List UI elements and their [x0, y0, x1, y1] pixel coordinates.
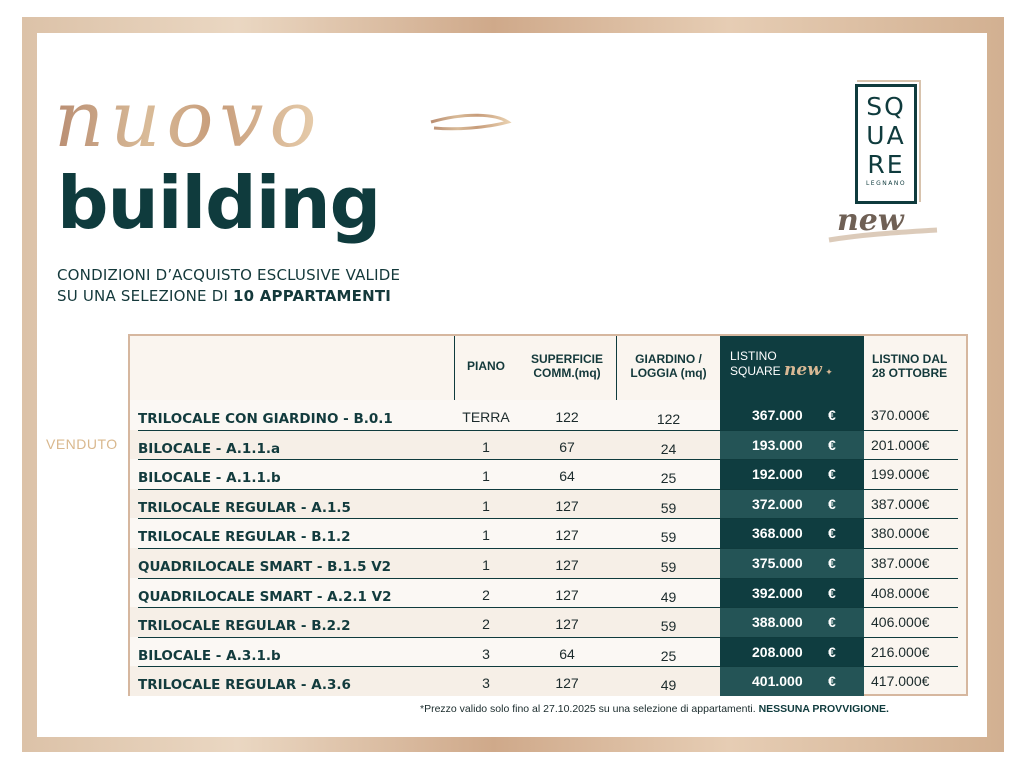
apartment-name: BILOCALE - A.3.1.b: [138, 648, 281, 664]
piano-value: 3: [482, 646, 490, 662]
square-price: 375.000: [752, 555, 803, 571]
superficie-value: 127: [555, 675, 579, 691]
giardino-value: 25: [660, 470, 677, 486]
listino-dal-value: 408.000€: [871, 585, 930, 601]
square-price: 368.000: [752, 525, 803, 541]
piano-value: TERRA: [462, 409, 510, 425]
listino-square-value: [720, 607, 864, 637]
listino-square-value: [720, 578, 864, 608]
apartment-name: BILOCALE - A.1.1.a: [138, 441, 281, 457]
listino-dal-value: 201.000€: [871, 437, 930, 453]
logo-line-1: SQ: [866, 92, 906, 121]
apartment-name: TRILOCALE REGULAR - B.1.2: [138, 529, 351, 545]
giardino-value: 122: [656, 411, 681, 427]
euro-sign: €: [828, 496, 836, 512]
piano-value: 3: [482, 675, 490, 691]
piano-value: 1: [482, 527, 490, 543]
superficie-value: 67: [559, 439, 575, 455]
listino-square-value: [720, 489, 864, 519]
piano-value: 1: [482, 439, 490, 455]
piano-value: 1: [482, 557, 490, 573]
listino-dal-value: 387.000€: [871, 555, 930, 571]
subtitle-line-1: CONDIZIONI D’ACQUISTO ESCLUSIVE VALIDE: [57, 266, 401, 284]
square-price: 401.000: [752, 673, 803, 689]
nuovo-script-title: [46, 84, 516, 164]
euro-sign: €: [828, 585, 836, 601]
giardino-value: 24: [660, 441, 677, 457]
listino-square-value: [720, 518, 864, 548]
euro-sign: €: [828, 614, 836, 630]
square-price: 372.000: [752, 496, 803, 512]
euro-sign: €: [828, 644, 836, 660]
square-price: 193.000: [752, 437, 803, 453]
piano-value: 2: [482, 587, 490, 603]
square-price: 388.000: [752, 614, 803, 630]
apartment-name: BILOCALE - A.1.1.b: [138, 470, 281, 486]
superficie-value: 127: [555, 587, 579, 603]
giardino-value: 49: [660, 677, 677, 693]
euro-sign: €: [828, 525, 836, 541]
superficie-value: 64: [559, 646, 575, 662]
logo-sub: LEGNANO: [865, 180, 907, 187]
subtitle-line-2: SU UNA SELEZIONE DI 10 APPARTAMENTI: [57, 287, 392, 305]
superficie-value: 127: [555, 616, 579, 632]
piano-value: 2: [482, 616, 490, 632]
apartment-name: TRILOCALE REGULAR - A.1.5: [138, 500, 351, 516]
listino-square-value: [720, 400, 864, 430]
logo-new-script: [825, 200, 940, 248]
logo-line-2: UA: [866, 121, 906, 150]
listino-dal-value: 406.000€: [871, 614, 930, 630]
logo-line-3: RE: [867, 150, 905, 179]
giardino-value: 59: [660, 529, 677, 545]
giardino-value: 49: [660, 589, 677, 605]
piano-value: 1: [482, 498, 490, 514]
giardino-value: 59: [660, 618, 677, 634]
giardino-value: 25: [660, 648, 677, 664]
listino-dal-value: 199.000€: [871, 466, 930, 482]
square-price: 208.000: [752, 644, 803, 660]
superficie-value: 122: [555, 409, 579, 425]
listino-square-value: [720, 459, 864, 489]
page-title: building: [57, 161, 381, 245]
square-price: 192.000: [752, 466, 803, 482]
apartment-name: QUADRILOCALE SMART - A.2.1 V2: [138, 589, 392, 605]
footnote: *Prezzo valido solo fino al 27.10.2025 su una selezione di appartamenti. NESSUNA PROVVIGIONE.: [420, 703, 889, 715]
listino-square-value: [720, 548, 864, 578]
piano-value: 1: [482, 468, 490, 484]
svg-text:new: new: [837, 203, 904, 238]
apartment-name: TRILOCALE REGULAR - A.3.6: [138, 677, 351, 693]
header-listino-dal: LISTINO DAL 28 OTTOBRE: [872, 352, 948, 380]
listino-square-value: [720, 666, 864, 696]
listino-dal-value: 380.000€: [871, 525, 930, 541]
apartment-name: TRILOCALE REGULAR - B.2.2: [138, 618, 351, 634]
listino-dal-value: 370.000€: [871, 407, 930, 423]
listino-dal-value: 216.000€: [871, 644, 930, 660]
euro-sign: €: [828, 466, 836, 482]
apartment-name: QUADRILOCALE SMART - B.1.5 V2: [138, 559, 392, 575]
euro-sign: €: [828, 407, 836, 423]
header-giardino: GIARDINO / LOGGIA (mq): [630, 352, 707, 380]
giardino-value: 59: [660, 500, 677, 516]
euro-sign: €: [828, 437, 836, 453]
superficie-value: 127: [555, 527, 579, 543]
subtitle: [57, 265, 400, 307]
header-piano: PIANO: [466, 359, 505, 373]
header-listino-square: LISTINO SQUARE new ✦: [730, 349, 833, 380]
superficie-value: 127: [555, 557, 579, 573]
square-price: 392.000: [752, 585, 803, 601]
square-price: 367.000: [752, 407, 803, 423]
svg-text:nuovo: nuovo: [54, 84, 323, 164]
listino-dal-value: 387.000€: [871, 496, 930, 512]
superficie-value: 64: [559, 468, 575, 484]
euro-sign: €: [828, 555, 836, 571]
giardino-value: 59: [660, 559, 677, 575]
listino-dal-value: 417.000€: [871, 673, 930, 689]
listino-square-value: [720, 430, 864, 460]
listino-square-value: [720, 637, 864, 667]
sold-label: VENDUTO: [46, 436, 118, 452]
apartment-name: TRILOCALE CON GIARDINO - B.0.1: [138, 411, 393, 427]
square-logo: [855, 84, 917, 204]
euro-sign: €: [828, 673, 836, 689]
header-superficie: SUPERFICIE COMM.(mq): [530, 352, 603, 380]
superficie-value: 127: [555, 498, 579, 514]
